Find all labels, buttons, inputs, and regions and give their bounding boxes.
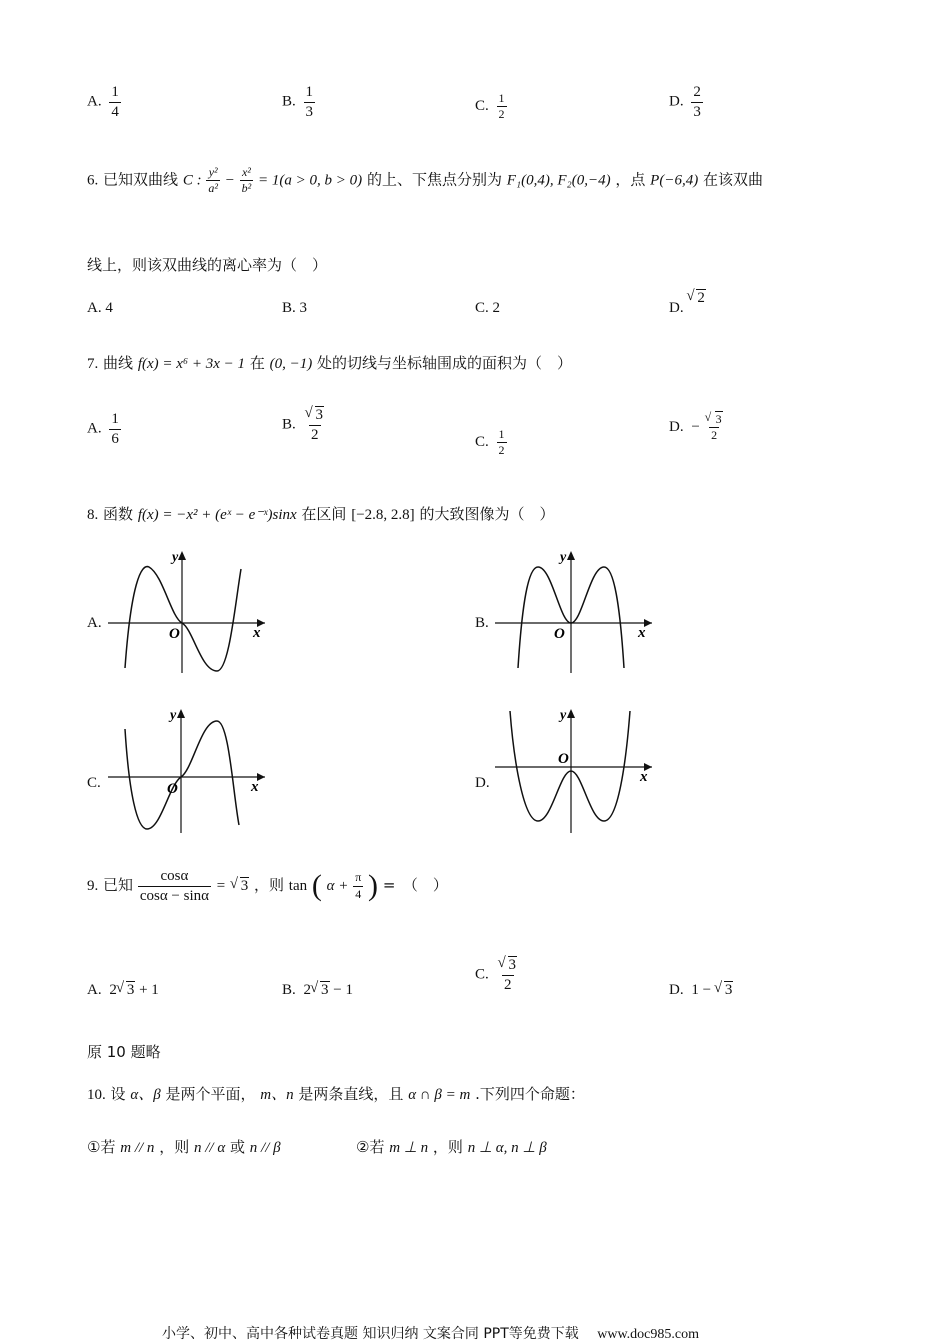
q8-option-d-label: D.	[475, 775, 490, 791]
footer-link[interactable]: www.doc985.com	[597, 1327, 699, 1342]
q5-option-a: A. $\frac{1}{4}$	[87, 84, 119, 120]
graph-a-origin-label: O	[169, 626, 180, 642]
question-8-stem: 8. 函数 f(x) = −x² + (eˣ − e⁻ˣ)sinx 在区间 [−2.8, 2.8] 的大致图像为（ ）	[87, 505, 555, 523]
q8-graph-a	[105, 545, 270, 675]
q7-option-a: A. $\frac{1}{6}$	[87, 411, 119, 447]
omitted-question-note: 原 10 题略	[87, 1043, 161, 1061]
q8-option-c-label: C.	[87, 775, 101, 791]
graph-b-x-label: x	[638, 625, 646, 641]
q6-option-b: B. 3	[282, 300, 308, 316]
footer-banner	[162, 1323, 699, 1343]
q8-option-b-label: B.	[475, 615, 489, 631]
q5-option-b: B. $\frac{1}{3}$	[282, 84, 314, 120]
question-7-stem: 7. 曲线 f(x) = x⁶ + 3x − 1 在 (0, −1) 处的切线与坐标轴围成的面积为（ ）	[87, 354, 573, 372]
graph-d-x-label: x	[640, 769, 648, 785]
footer-text: 小学、初中、高中各种试卷真题 知识归纳 文案合同 PPT等免费下载	[162, 1326, 579, 1342]
q6-option-c: C. 2	[475, 300, 501, 316]
graph-a-x-label: x	[253, 625, 261, 641]
proposition-2: ②若 m ⊥ n ，则 n ⊥ α, n ⊥ β	[356, 1138, 547, 1156]
question-9-stem: 9. 已知 $\frac{\cos\alpha}{\cos\alpha - \sin\alpha}$ = √ 3 ，则 tan ( α + $\frac{\pi}{4}$ ) = （ ）	[87, 868, 448, 904]
q8-graph-d	[492, 703, 657, 835]
q9-option-c: C. √ $\frac{3}{2}$	[475, 957, 519, 993]
q7-option-d: D. − √ $\frac{3}{2}$	[669, 413, 725, 442]
q7-option-c: C. $\frac{1}{2}$	[475, 427, 505, 458]
question-6-stem-cont: 线上，则该双曲线的离心率为（ ）	[87, 256, 328, 274]
q8-graph-c	[105, 703, 270, 835]
q7-option-b: B. √ $\frac{3}{2}$	[282, 407, 326, 443]
q9-option-d: D. 1 − √ 3	[669, 982, 733, 999]
q5-option-d: D. $\frac{2}{3}$	[669, 84, 701, 120]
q5-option-c: C. $\frac{1}{2}$	[475, 91, 505, 122]
graph-a-y-label: y	[172, 550, 179, 565]
graph-c-y-label: y	[170, 708, 177, 723]
q9-option-b: B. 2√ 3 − 1	[282, 982, 353, 999]
q8-graph-b	[492, 545, 657, 675]
graph-c-x-label: x	[251, 779, 259, 795]
question-10-stem: 10. 设 α、β 是两个平面， m、n 是两条直线，且 α ∩ β = m .下列四个命题：	[87, 1085, 585, 1103]
graph-b-origin-label: O	[554, 626, 565, 642]
q8-option-a-label: A.	[87, 615, 102, 631]
graph-d-origin-label: O	[558, 751, 569, 767]
q6-option-a: A. 4	[87, 300, 113, 316]
q9-option-a: A. 2√ 3 + 1	[87, 982, 159, 999]
graph-b-y-label: y	[560, 550, 567, 565]
graph-d-y-label: y	[560, 708, 567, 723]
q6-option-d: D. √ 2	[669, 290, 706, 307]
question-6-stem: 6. 已知双曲线 C : $\frac{\text{y²}}{\text{a²}}$ − $\frac{\text{x²}}{\text{b²}}$ = 1(a > 0, b > 0) 的上、下焦点分别为 F₁(0,4), F₂(0,−4) ，点 P(−6,4) 在该双曲	[87, 165, 763, 196]
graph-c-origin-label: O	[167, 781, 178, 797]
proposition-1: ①若 m // n ，则 n // α 或 n // β	[87, 1138, 281, 1156]
